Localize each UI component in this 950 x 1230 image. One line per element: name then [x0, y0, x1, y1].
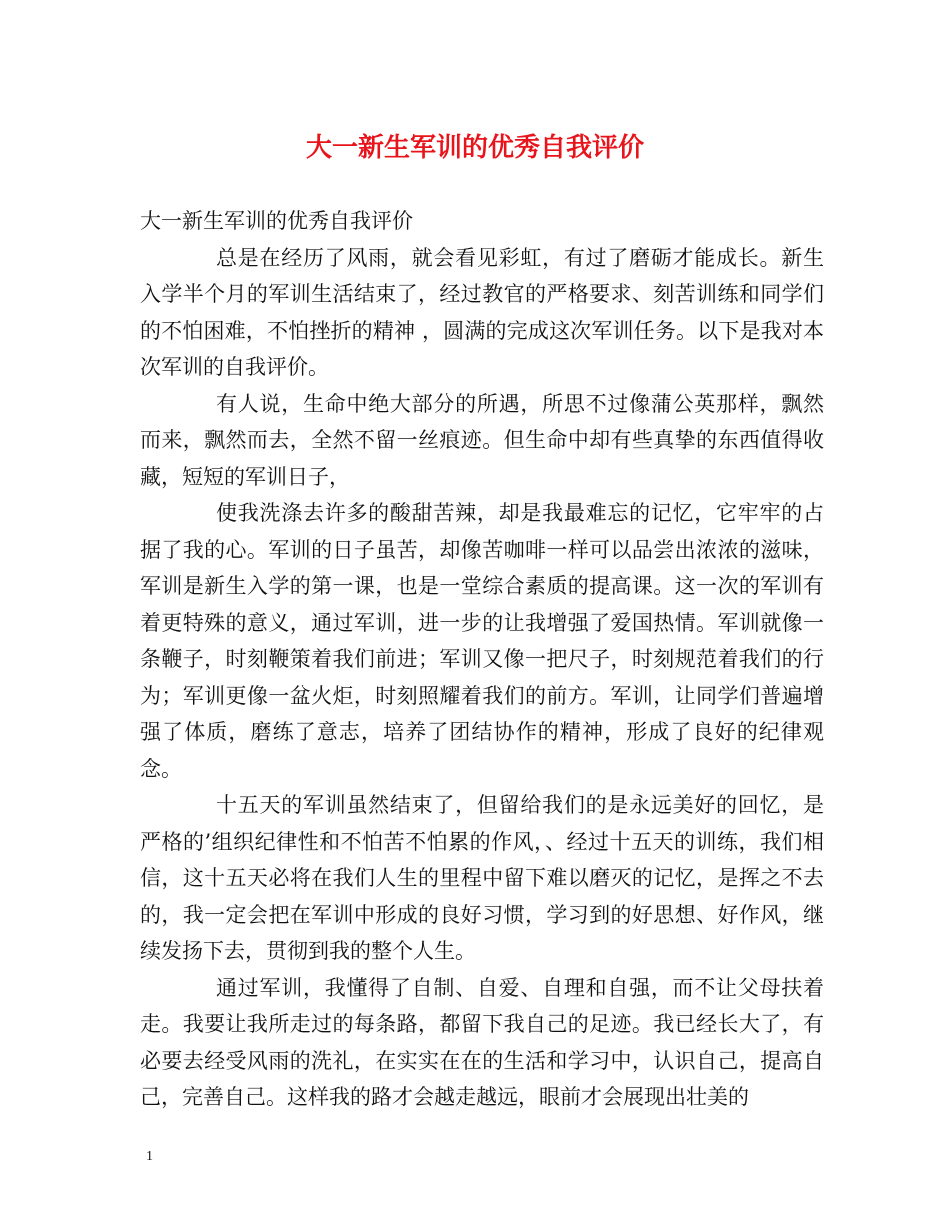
paragraph: 十五天的军训虽然结束了，但留给我们的是永远美好的回忆，是严格的’组织纪律性和不怕苦不怕累的作风，、经过十五天的训练，我们相信，这十五天必将在我们人生的里程中留下难以磨灭的记忆，是挥之不去的，我一定会把在军训中形成的良好习惯，学习到的好思想、好作风，继续发扬下去，贯彻到我的整个人生。 [140, 793, 824, 963]
document-title: 大一新生军训的优秀自我评价 [305, 133, 644, 163]
document-body [140, 203, 824, 1116]
document-subtitle: 大一新生军训的优秀自我评价 [140, 209, 413, 233]
paragraph: 通过军训，我懂得了自制、自爱、自理和自强，而不让父母扶着走。我要让我所走过的每条路，都留下我自己的足迹。我已经长大了，有必要去经受风雨的洗礼，在实实在在的生活和学习中，认识自己，提高自己，完善自己。这样我的路才会越走越远，眼前才会展现出壮美的 [140, 975, 824, 1109]
paragraph: 有人说，生命中绝大部分的所遇，所思不过像蒲公英那样，飘然而来，飘然而去，全然不留一丝痕迹。但生命中却有些真挚的东西值得收藏，短短的军训日子， [140, 391, 824, 489]
paragraph: 总是在经历了风雨，就会看见彩虹，有过了磨砺才能成长。新生入学半个月的军训生活结束了，经过教官的严格要求、刻苦训练和同学们的不怕困难，不怕挫折的精神 ，圆满的完成这次军训任务。以下是我对本次军训的自我评价。 [140, 245, 824, 379]
paragraph: 使我洗涤去许多的酸甜苦辣，却是我最难忘的记忆，它牢牢的占据了我的心。军训的日子虽苦，却像苦咖啡一样可以品尝出浓浓的滋味，军训是新生入学的第一课，也是一堂综合素质的提高课。这一次的军训有着更特殊的意义，通过军训，进一步的让我增强了爱国热情。军训就像一条鞭子，时刻鞭策着我们前进；军训又像一把尺子，时刻规范着我们的行为；军训更像一盆火炬，时刻照耀着我们的前方。军训，让同学们普遍增强了体质，磨练了意志，培养了团结协作的精神，形成了良好的纪律观念。 [140, 501, 824, 781]
page-number: 1 [146, 1149, 153, 1164]
